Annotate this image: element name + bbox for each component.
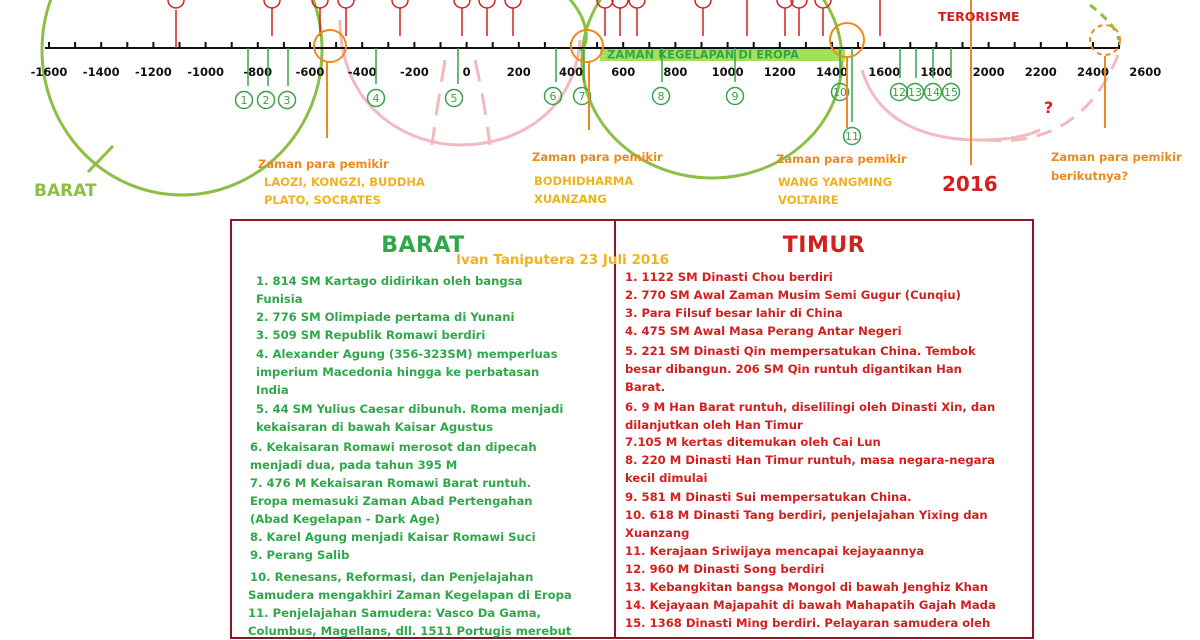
west-circle-3-dashed	[1090, 5, 1118, 40]
event-line: 9. Perang Salib	[250, 548, 350, 562]
event-line: 8. 220 M Dinasti Han Timur runtuh, masa negara-negara	[625, 453, 995, 467]
svg-text:BODHIDHARMA: BODHIDHARMA	[534, 174, 634, 188]
timeline-diagram	[0, 0, 1200, 230]
event-line: (Abad Kegelapan - Dark Age)	[250, 512, 440, 526]
tick-label: 0	[462, 65, 471, 79]
marker-number: 8	[657, 90, 665, 103]
marker-number: 5	[450, 92, 458, 105]
event-line: 9. 581 M Dinasti Sui mempersatukan China.	[625, 490, 912, 504]
question-mark: ?	[1044, 98, 1054, 117]
tick-label: 800	[663, 65, 688, 79]
marker-number: 9	[731, 90, 739, 103]
tick-label: -1000	[187, 65, 224, 79]
event-line: 11. Penjelajahan Samudera: Vasco Da Gama,	[248, 606, 541, 620]
event-line: 5. 44 SM Yulius Caesar dibunuh. Roma menjadi	[256, 402, 564, 416]
marker-number: 2	[262, 94, 270, 107]
event-line: 1. 814 SM Kartago didirikan oleh bangsa	[256, 274, 523, 288]
tick-label: 400	[558, 65, 584, 79]
dark-age-label: ZAMAN KEGELAPAN DI EROPA	[607, 47, 799, 62]
event-line: kecil dimulai	[625, 471, 708, 485]
event-line: 11. Kerajaan Sriwijaya mencapai kejayaannya	[625, 544, 925, 558]
east-events-panel	[614, 219, 1034, 639]
event-line: 3. Para Filsuf besar lahir di China	[625, 306, 843, 320]
event-line: 14. Kejayaan Majapahit di bawah Mahapatih Gajah Mada	[625, 598, 996, 612]
marker-number: 3	[283, 94, 291, 107]
svg-text:berikutnya?: berikutnya?	[1051, 169, 1129, 183]
event-line: 2. 770 SM Awal Zaman Musim Semi Gugur (Cunqiu)	[625, 288, 961, 302]
marker-number: 6	[549, 90, 557, 103]
tick-label: -1600	[30, 65, 68, 79]
marker-number: 7	[578, 90, 586, 103]
marker-number: 1	[240, 94, 248, 107]
tick-label: 1800	[920, 65, 953, 79]
svg-text:PLATO, SOCRATES: PLATO, SOCRATES	[264, 193, 381, 207]
event-line: kekaisaran di bawah Kaisar Agustus	[256, 420, 493, 434]
tick-label: 1600	[868, 65, 901, 79]
svg-text:XUANZANG: XUANZANG	[534, 192, 607, 206]
tick-label: -1400	[82, 65, 120, 79]
event-line: 6. 9 M Han Barat runtuh, diselilingi oleh Dinasti Xin, dan	[625, 400, 996, 414]
tick-label: 1000	[711, 65, 744, 79]
tick-label: -800	[243, 65, 273, 79]
svg-text:Zaman para pemikir: Zaman para pemikir	[258, 157, 389, 171]
axial-age-caption-4	[1051, 150, 1182, 183]
svg-text:VOLTAIRE: VOLTAIRE	[778, 193, 839, 207]
event-line: imperium Macedonia hingga ke perbatasan	[256, 365, 540, 379]
year-2016-label: 2016	[942, 172, 998, 196]
event-line: 8. Karel Agung menjadi Kaisar Romawi Suci	[250, 530, 536, 544]
tick-label: 1400	[815, 65, 849, 79]
event-line: dilanjutkan oleh Han Timur	[625, 418, 803, 432]
event-line: 12. 960 M Dinasti Song berdiri	[625, 562, 825, 576]
event-line: 6. Kekaisaran Romawi merosot dan dipecah	[250, 440, 537, 454]
tick-label: -1200	[135, 65, 172, 79]
event-line: 4. Alexander Agung (356-323SM) memperluas	[256, 347, 558, 361]
svg-text:WANG YANGMING: WANG YANGMING	[778, 175, 893, 189]
event-line: Samudera mengakhiri Zaman Kegelapan di Eropa	[248, 588, 572, 602]
svg-text:LAOZI, KONGZI, BUDDHA: LAOZI, KONGZI, BUDDHA	[264, 175, 425, 189]
east-event-markers	[168, 0, 880, 48]
event-line: 3. 509 SM Republik Romawi berdiri	[256, 328, 486, 342]
event-line: 10. Renesans, Reformasi, dan Penjelajahan	[250, 570, 534, 584]
tick-label: 2200	[1024, 65, 1057, 79]
event-line: besar dibangun. 206 SM Qin runtuh digantikan Han	[625, 362, 962, 376]
event-line: 7.105 M kertas ditemukan oleh Cai Lun	[625, 435, 881, 449]
event-line: menjadi dua, pada tahun 395 M	[250, 458, 458, 472]
tick-label: -400	[347, 65, 377, 79]
event-line: 1. 1122 SM Dinasti Chou berdiri	[625, 270, 833, 284]
marker-number: 11	[845, 130, 859, 143]
event-line: India	[256, 383, 289, 397]
tick-label: 1200	[763, 65, 796, 79]
event-line: 13. Kebangkitan bangsa Mongol di bawah Jenghiz Khan	[625, 580, 989, 594]
event-line: 10. 618 M Dinasti Tang berdiri, penjelajahan Yixing dan	[625, 508, 988, 522]
west-label: BARAT	[34, 181, 97, 201]
event-marker-numbers	[241, 86, 959, 143]
marker-number: 10	[833, 86, 847, 99]
event-line: 4. 475 SM Awal Masa Perang Antar Negeri	[625, 324, 902, 338]
tick-label: 200	[506, 65, 531, 79]
tick-label: 2000	[972, 65, 1005, 79]
marker-number: 15	[944, 86, 958, 99]
east-circle-2	[862, 70, 1040, 140]
event-line: Xuanzang	[625, 526, 690, 540]
svg-text:Zaman para pemikir: Zaman para pemikir	[532, 150, 663, 164]
tick-label: 2600	[1129, 65, 1162, 79]
event-line: Funisia	[256, 292, 303, 306]
terrorism-label: TERORISME	[938, 9, 1020, 24]
event-line: 7. 476 M Kekaisaran Romawi Barat runtuh.	[250, 476, 532, 490]
east-panel-title: TIMUR	[782, 233, 866, 258]
event-line: 2. 776 SM Olimpiade pertama di Yunani	[256, 310, 515, 324]
event-line: Eropa memasuki Zaman Abad Pertengahan	[250, 494, 533, 508]
event-line: 15. 1368 Dinasti Ming berdiri. Pelayaran samudera oleh	[625, 616, 991, 630]
axial-age-caption-1	[258, 157, 425, 207]
marker-number: 13	[908, 86, 922, 99]
event-line: Columbus, Magellans, dll. 1511 Portugis merebut	[248, 624, 572, 638]
svg-text:Zaman para pemikir: Zaman para pemikir	[776, 152, 907, 166]
event-line: 5. 221 SM Dinasti Qin mempersatukan China. Tembok	[625, 344, 976, 358]
tick-label: -200	[400, 65, 429, 79]
tick-label: -600	[295, 65, 325, 79]
svg-text:Zaman para pemikir: Zaman para pemikir	[1051, 150, 1182, 164]
author-credit: Ivan Taniputera 23 Juli 2016	[456, 252, 670, 268]
event-line: Barat.	[625, 380, 666, 394]
tick-label: 2400	[1076, 65, 1110, 79]
marker-number: 4	[372, 92, 380, 105]
west-panel-title: BARAT	[381, 233, 465, 258]
marker-number: 12	[892, 86, 906, 99]
axial-age-caption-3	[776, 152, 907, 207]
axial-age-caption-2	[532, 150, 663, 206]
tick-label: 600	[611, 65, 636, 79]
timeline-tick-labels	[31, 65, 1162, 79]
west-events-panel	[230, 219, 616, 639]
marker-number: 14	[926, 86, 940, 99]
